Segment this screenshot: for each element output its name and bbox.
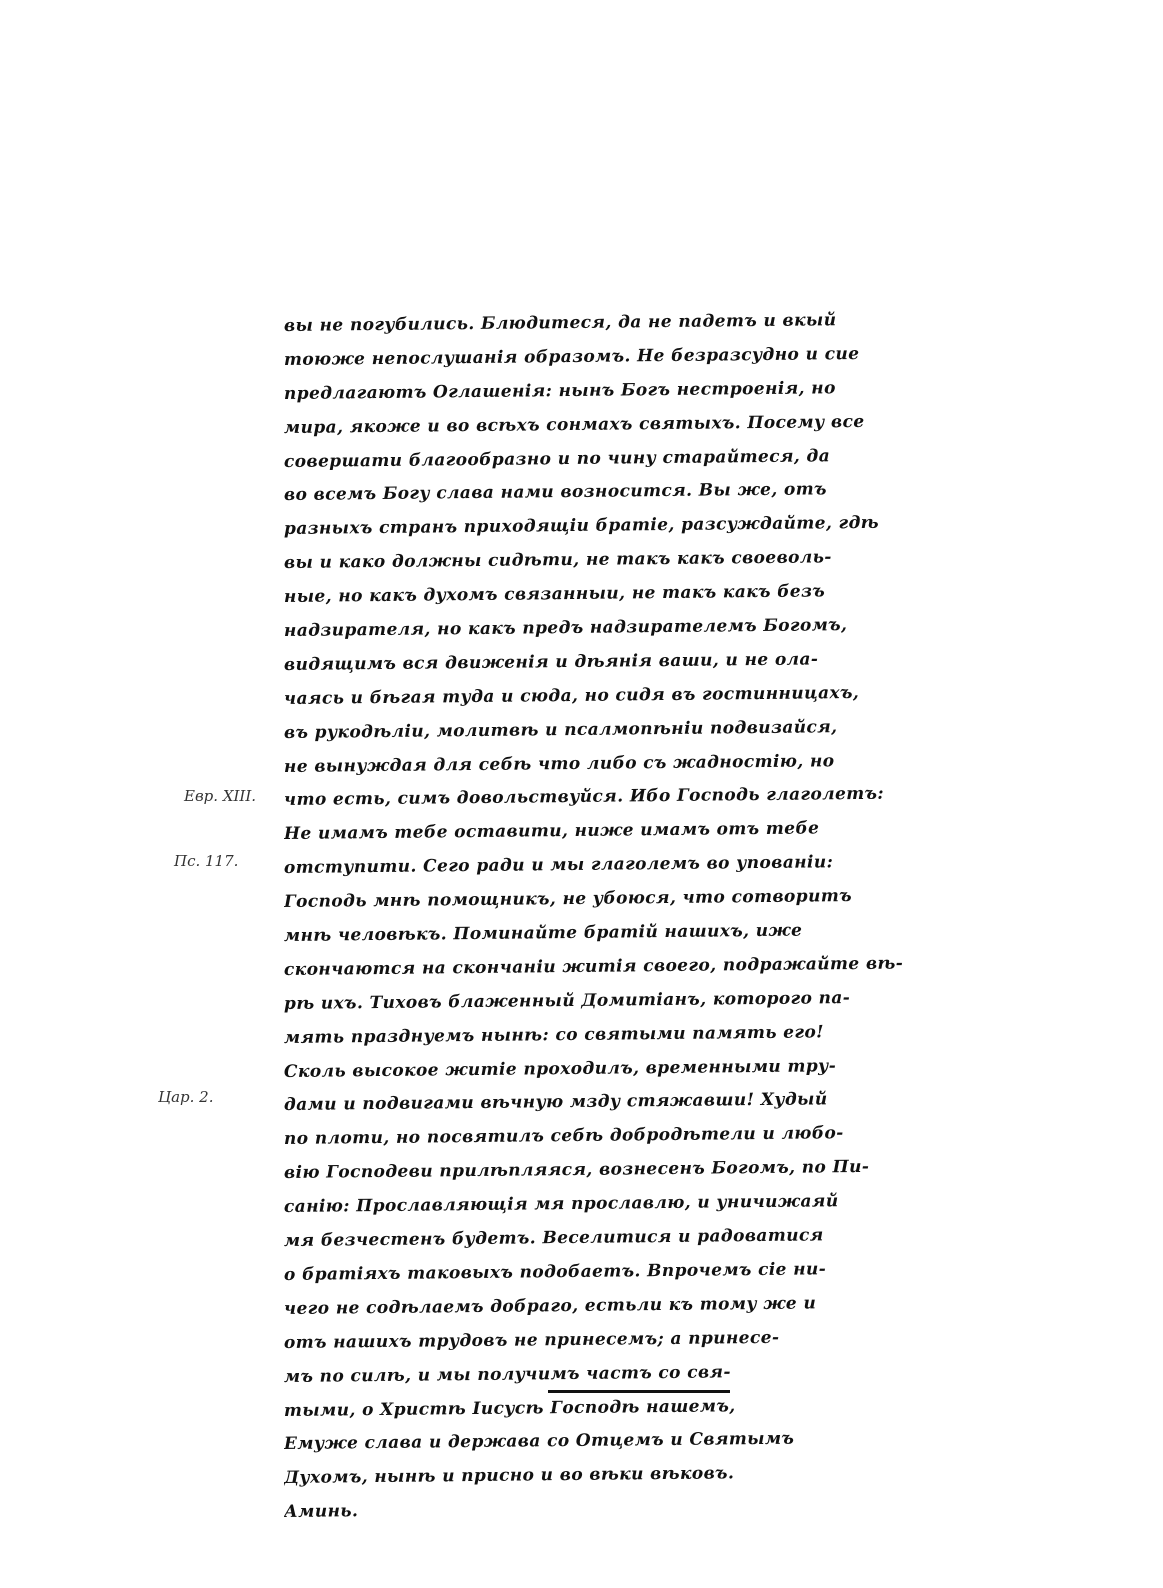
closing-rule — [548, 1390, 730, 1393]
text-line: мя безчестенъ будетъ. Веселитися и радоватися — [283, 1225, 824, 1252]
text-line: дами и подвигами вѣчную мзду стяжавши! Худый — [283, 1089, 828, 1116]
text-line: вы и како должны сидѣти, не такъ какъ своеволь- — [283, 547, 832, 574]
text-line: рѣ ихъ. Тиховъ блаженный Домитіанъ, которого па- — [283, 987, 851, 1014]
text-line: отъ нашихъ трудовъ не принесемъ; а принесе- — [283, 1327, 780, 1353]
text-line: Аминь. — [283, 1501, 359, 1523]
manuscript-text — [284, 310, 984, 1530]
text-line: вію Господеви прилѣпляяся, вознесенъ Богомъ, по Пи- — [283, 1157, 870, 1184]
text-line: мъ по силѣ, и мы получимъ частъ со свя- — [283, 1361, 731, 1387]
text-line: предлагаютъ Оглашенія: нынъ Богъ нестроенія, но — [283, 378, 836, 404]
text-line: совершати благообразно и по чину старайтеся, да — [283, 445, 831, 472]
text-line: ные, но какъ духомъ связанныи, не такъ какъ безъ — [283, 581, 826, 608]
text-line: мять празднуемъ нынѣ: со святыми память его! — [283, 1022, 825, 1048]
text-line: тыми, о Христѣ Іисусѣ Господѣ нашемъ, — [283, 1395, 736, 1421]
text-line: Не имамъ тебе оставити, ниже имамъ отъ тебе — [283, 818, 820, 845]
text-line: по плоти, но посвятилъ себѣ добродѣтели и любо- — [283, 1123, 844, 1150]
margin-reference: Пс. 117. — [174, 852, 239, 870]
text-line: мира, якоже и во всѣхъ сонмахъ святыхъ. Посему все — [283, 411, 865, 438]
text-line: Сколь высокое житіе проходилъ, временными тру- — [283, 1055, 837, 1082]
text-line: мнѣ человѣкъ. Поминайте братій нашихъ, иже — [283, 920, 803, 947]
text-line: о братіяхъ таковыхъ подобаетъ. Впрочемъ сіе ни- — [283, 1259, 827, 1285]
text-line: Емуже слава и держава со Отцемъ и Святымъ — [283, 1429, 795, 1455]
text-line: санію: Прославляющія мя прославлю, и уничижаяй — [283, 1191, 839, 1218]
text-line: Духомъ, нынѣ и присно и во вѣки вѣковъ. — [283, 1463, 735, 1489]
text-line: чего не содѣлаемъ добраго, естьли къ тому же и — [283, 1293, 817, 1319]
text-line: надзирателя, но какъ предъ надзирателемъ Богомъ, — [283, 615, 848, 642]
text-line: видящимъ вся движенія и дѣянія ваши, и не ола- — [283, 649, 819, 675]
text-line: не вынуждая для себѣ что либо съ жадностію, но — [283, 750, 835, 777]
text-line: отступити. Сего ради и мы глаголемъ во упованіи: — [283, 852, 834, 879]
text-line: чаясь и бѣгая туда и сюда, но сидя въ гостинницахъ, — [283, 682, 860, 709]
text-line: скончаются на скончаніи житія своего, подражайте вѣ- — [283, 953, 904, 980]
text-line: въ рукодѣліи, молитвѣ и псалмопѣніи подвизайся, — [283, 716, 838, 743]
text-line: во всемъ Богу слава нами возносится. Вы же, отъ — [283, 479, 827, 506]
text-line: тоюже непослушанія образомъ. Не безразсудно и сие — [283, 343, 860, 370]
text-line: разныхъ странъ приходящіи братіе, разсуждайте, гдѣ — [283, 513, 880, 540]
text-line: вы не погубились. Блюдитеся, да не падетъ и вкый — [283, 310, 837, 336]
text-line: что есть, симъ довольствуйся. Ибо Господь глаголетъ: — [283, 784, 885, 811]
margin-reference: Цар. 2. — [158, 1088, 214, 1106]
margin-reference: Евр. XIII. — [184, 787, 257, 805]
text-line: Господь мнѣ помощникъ, не убоюся, что сотворитъ — [283, 886, 853, 913]
